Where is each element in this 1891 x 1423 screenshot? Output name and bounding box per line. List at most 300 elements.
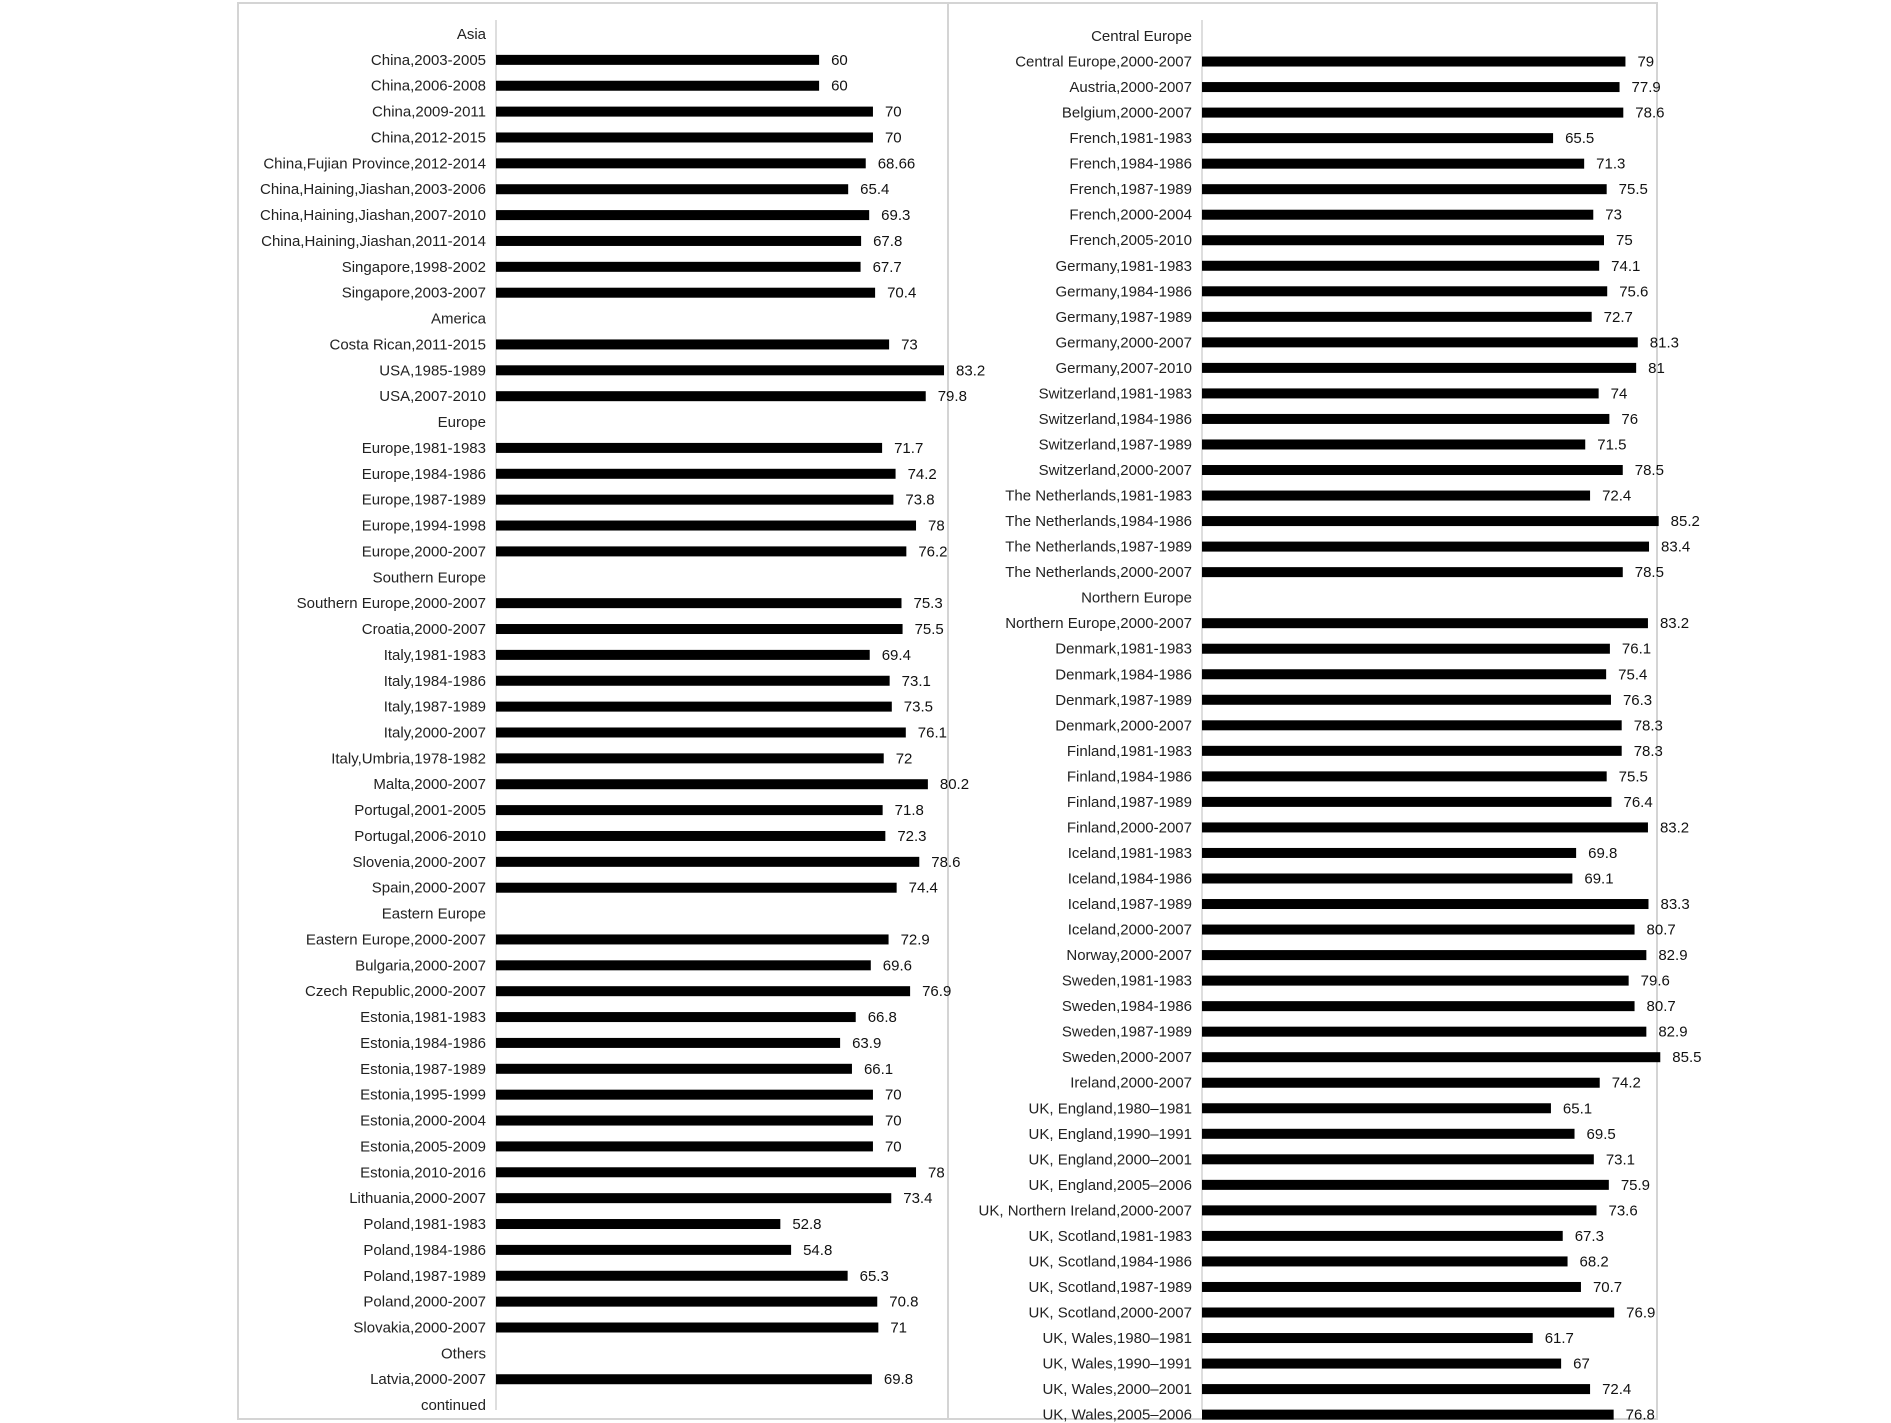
category-label: Germany,1981-1983 (1055, 257, 1192, 275)
bar (496, 1064, 852, 1074)
category-label: Iceland,2000-2007 (1067, 921, 1192, 939)
data-label: 75 (1616, 232, 1633, 250)
bar (1202, 1129, 1575, 1139)
bar (1202, 873, 1572, 883)
data-label: 76.2 (918, 543, 948, 561)
bar (1202, 108, 1623, 118)
category-label: Switzerland,1984-1986 (1038, 410, 1192, 428)
data-label: 75.5 (1618, 181, 1648, 199)
data-label: 78.6 (1635, 104, 1665, 122)
bar (1202, 57, 1625, 67)
data-label: 73 (1605, 206, 1622, 224)
group-label: Asia (456, 26, 486, 43)
group-label: America (430, 310, 486, 328)
bar (1202, 771, 1607, 781)
data-label: 78.3 (1633, 742, 1663, 760)
category-label: Iceland,1987-1989 (1067, 896, 1192, 914)
category-label: The Netherlands,1984-1986 (1005, 513, 1192, 531)
category-label: UK, Wales,1990–1991 (1042, 1355, 1192, 1373)
bar (496, 443, 882, 453)
data-label: 83.2 (956, 362, 986, 380)
bar (1202, 210, 1593, 220)
bar (496, 365, 944, 375)
bar (496, 1323, 878, 1333)
bar (496, 1012, 856, 1022)
bar (1202, 1256, 1568, 1266)
bar (1202, 1231, 1563, 1241)
category-label: China,Haining,Jiashan,2011-2014 (261, 232, 486, 250)
bar (1202, 976, 1629, 986)
category-label: Germany,2007-2010 (1055, 359, 1192, 377)
data-label: 67.3 (1574, 1227, 1604, 1245)
data-label: 71.5 (1597, 436, 1627, 454)
bar (1202, 516, 1659, 526)
category-label: Spain,2000-2007 (371, 879, 486, 897)
category-label: Singapore,2003-2007 (341, 284, 486, 302)
bar (496, 624, 903, 634)
bar (496, 262, 861, 272)
data-label: 70.7 (1592, 1278, 1623, 1296)
data-label: 82.9 (1658, 947, 1688, 965)
data-label: 83.4 (1661, 538, 1691, 556)
data-label: 69.3 (881, 207, 911, 225)
category-label: China,Fujian Province,2012-2014 (263, 155, 486, 173)
group-label: Others (440, 1345, 486, 1363)
category-label: Poland,1984-1986 (363, 1241, 486, 1259)
bar (496, 883, 897, 893)
data-label: 75.4 (1618, 666, 1648, 684)
data-label: 74 (1610, 385, 1628, 403)
bar (496, 1245, 791, 1255)
bar (1202, 1333, 1533, 1343)
bar (496, 702, 892, 712)
category-label: UK, Northern Ireland,2000-2007 (978, 1202, 1192, 1220)
bar (1202, 925, 1635, 935)
category-label: French,2005-2010 (1069, 232, 1192, 250)
bar (496, 676, 890, 686)
data-label: 72 (895, 750, 913, 768)
data-label: 73 (901, 336, 918, 354)
data-label: 75.3 (913, 595, 943, 613)
category-label: Iceland,1981-1983 (1067, 844, 1192, 862)
category-label: Finland,1984-1986 (1066, 768, 1192, 786)
bar (496, 495, 893, 505)
data-label: 67.7 (872, 258, 902, 276)
data-label: 69.4 (881, 646, 911, 664)
bar (1202, 746, 1622, 756)
data-label: 65.1 (1562, 1100, 1593, 1118)
bar (496, 1193, 891, 1203)
bar (496, 546, 906, 556)
bar (496, 184, 848, 194)
data-label: 82.9 (1658, 1023, 1688, 1041)
category-label: UK, England,1990–1991 (1028, 1125, 1192, 1143)
category-label: Estonia,2000-2004 (360, 1112, 486, 1130)
bar (496, 210, 869, 220)
data-label: 83.2 (1659, 615, 1690, 633)
group-label: Northern Europe (1081, 589, 1192, 607)
data-label: 70 (884, 129, 902, 147)
data-label: 69.8 (1588, 844, 1618, 862)
group-label: Eastern Europe (381, 905, 486, 923)
category-label: Central Europe,2000-2007 (1015, 53, 1192, 71)
category-label: Slovenia,2000-2007 (352, 853, 486, 871)
data-label: 78.5 (1634, 564, 1664, 582)
bar (1202, 1154, 1594, 1164)
data-label: 79.8 (937, 388, 967, 406)
bar (496, 857, 919, 867)
data-label: 73.8 (905, 491, 935, 509)
data-label: 80.7 (1646, 998, 1676, 1016)
category-label: French,1981-1983 (1069, 130, 1192, 148)
bar (1202, 618, 1648, 628)
data-label: 70 (884, 1138, 902, 1156)
bar (1202, 465, 1623, 475)
data-label: 66.8 (867, 1009, 897, 1027)
bar (1202, 491, 1590, 501)
data-label: 77.9 (1631, 79, 1661, 97)
bar (1202, 439, 1585, 449)
data-label: 70 (884, 103, 902, 121)
group-label: Europe (437, 414, 486, 432)
category-label: French,1987-1989 (1069, 181, 1192, 199)
category-label: Germany,1984-1986 (1055, 283, 1192, 301)
bar (1202, 261, 1599, 271)
data-label: 68.2 (1579, 1253, 1609, 1271)
category-label: UK, England,2005–2006 (1028, 1176, 1192, 1194)
category-label: French,2000-2004 (1069, 206, 1192, 224)
bar (1202, 797, 1612, 807)
bar (496, 1141, 873, 1151)
data-label: 75.6 (1619, 283, 1649, 301)
data-label: 65.3 (859, 1267, 889, 1285)
data-label: 78.5 (1634, 462, 1664, 480)
bar (1202, 1359, 1561, 1369)
category-label: The Netherlands,1981-1983 (1005, 487, 1192, 505)
bar (1202, 720, 1622, 730)
category-label: Portugal,2001-2005 (354, 802, 486, 820)
bar (1202, 950, 1646, 960)
category-label: China,Haining,Jiashan,2007-2010 (260, 207, 486, 225)
data-label: 85.2 (1670, 513, 1700, 531)
category-label: Switzerland,1981-1983 (1038, 385, 1192, 403)
bar (496, 107, 873, 117)
category-label: Belgium,2000-2007 (1061, 104, 1192, 122)
data-label: 70 (884, 1086, 902, 1104)
bar (1202, 1001, 1635, 1011)
category-label: Northern Europe,2000-2007 (1005, 615, 1192, 633)
chart-panel-1 (260, 20, 985, 1414)
data-label: 69.1 (1584, 870, 1614, 888)
category-label: Poland,2000-2007 (363, 1293, 486, 1311)
bar (496, 81, 819, 91)
bar (1202, 1078, 1600, 1088)
data-label: 73.5 (903, 698, 934, 716)
data-label: 81 (1648, 359, 1665, 377)
data-label: 60 (831, 51, 848, 69)
category-label: Europe,1981-1983 (361, 439, 486, 457)
data-label: 76.9 (922, 983, 952, 1001)
data-label: 78 (928, 517, 945, 535)
bar (1202, 286, 1607, 296)
category-label: Italy,Umbria,1978-1982 (331, 750, 486, 768)
bar (496, 598, 901, 608)
bar (496, 1271, 848, 1281)
category-label: Costa Rican,2011-2015 (329, 336, 486, 354)
category-label: Sweden,2000-2007 (1061, 1049, 1192, 1067)
bar (496, 960, 871, 970)
bar (496, 339, 889, 349)
bar (496, 1374, 872, 1384)
bar (496, 831, 885, 841)
category-label: Estonia,1984-1986 (360, 1034, 486, 1052)
data-label: 69.5 (1586, 1125, 1616, 1143)
category-label: Germany,2000-2007 (1055, 334, 1192, 352)
category-label: Malta,2000-2007 (373, 776, 486, 794)
category-label: China,Haining,Jiashan,2003-2006 (260, 181, 486, 199)
category-label: Estonia,1981-1983 (360, 1009, 486, 1027)
bar (1202, 644, 1610, 654)
category-label: Poland,1981-1983 (363, 1216, 486, 1234)
category-label: Denmark,1987-1989 (1055, 691, 1192, 709)
category-label: Italy,1984-1986 (383, 672, 486, 690)
data-label: 73.1 (901, 672, 931, 690)
data-label: 72.3 (897, 827, 927, 845)
data-label: 73.6 (1608, 1202, 1638, 1220)
category-label: USA,1985-1989 (379, 362, 486, 380)
group-label: Central Europe (1091, 28, 1192, 45)
bar (496, 753, 884, 763)
bar (1202, 567, 1623, 577)
data-label: 69.6 (882, 957, 912, 975)
data-label: 80.2 (939, 776, 970, 794)
category-label: Finland,1981-1983 (1066, 742, 1192, 760)
data-label: 70 (884, 1112, 902, 1130)
category-label: Croatia,2000-2007 (361, 621, 486, 639)
bar (1202, 669, 1606, 679)
category-label: Denmark,1984-1986 (1055, 666, 1192, 684)
category-label: Slovakia,2000-2007 (353, 1319, 486, 1337)
category-label: Italy,2000-2007 (383, 724, 486, 742)
category-label: Estonia,1987-1989 (360, 1060, 486, 1078)
category-label: Switzerland,1987-1989 (1038, 436, 1192, 454)
bar (1202, 133, 1553, 143)
data-label: 76.3 (1622, 691, 1653, 709)
bar (1202, 235, 1604, 245)
data-label: 71.8 (894, 802, 924, 820)
group-label: continued (420, 1397, 486, 1415)
data-label: 75.5 (914, 621, 944, 639)
category-label: Southern Europe,2000-2007 (296, 595, 486, 613)
data-label: 76 (1621, 410, 1639, 428)
data-label: 67.8 (873, 232, 903, 250)
bar (496, 779, 928, 789)
bar (1202, 1205, 1596, 1215)
category-label: Estonia,2010-2016 (360, 1164, 486, 1182)
chart-panel-2 (979, 20, 1702, 1423)
bar (1202, 184, 1607, 194)
bar (1202, 848, 1576, 858)
data-label: 74.2 (1611, 1074, 1641, 1092)
bar (496, 986, 910, 996)
category-label: Poland,1987-1989 (363, 1267, 486, 1285)
data-label: 70.8 (889, 1293, 919, 1311)
data-label: 78.3 (1633, 717, 1663, 735)
data-label: 78.6 (931, 853, 961, 871)
data-label: 76.8 (1625, 1406, 1655, 1423)
category-label: Iceland,1984-1986 (1067, 870, 1192, 888)
category-label: Italy,1987-1989 (383, 698, 486, 716)
bar (496, 727, 906, 737)
data-label: 74.1 (1611, 257, 1641, 275)
data-label: 75.5 (1618, 768, 1648, 786)
category-label: Estonia,1995-1999 (360, 1086, 486, 1104)
category-label: Portugal,2006-2010 (354, 827, 486, 845)
bar (1202, 159, 1584, 169)
bar (496, 1219, 780, 1229)
bar (496, 236, 861, 246)
category-label: Austria,2000-2007 (1069, 79, 1192, 97)
data-label: 60 (831, 77, 848, 95)
category-label: UK, Wales,2000–2001 (1042, 1381, 1192, 1399)
category-label: USA,2007-2010 (379, 388, 486, 406)
bar (1202, 414, 1609, 424)
category-label: Finland,2000-2007 (1066, 819, 1192, 837)
data-label: 71 (890, 1319, 908, 1337)
data-label: 74.2 (907, 465, 937, 483)
category-label: Estonia,2005-2009 (360, 1138, 486, 1156)
category-label: UK, Wales,2005–2006 (1042, 1406, 1192, 1423)
data-label: 76.1 (917, 724, 948, 742)
bar (1202, 312, 1592, 322)
category-label: Sweden,1981-1983 (1061, 972, 1192, 990)
group-label: Southern Europe (372, 569, 486, 587)
category-label: French,1984-1986 (1069, 155, 1192, 173)
bar (496, 650, 870, 660)
category-label: Sweden,1984-1986 (1061, 998, 1192, 1016)
category-label: Europe,1994-1998 (361, 517, 486, 535)
category-label: UK, England,1980–1981 (1028, 1100, 1192, 1118)
data-label: 72.4 (1602, 487, 1632, 505)
bar (496, 805, 883, 815)
category-label: Germany,1987-1989 (1055, 308, 1192, 326)
data-label: 81.3 (1649, 334, 1679, 352)
category-label: Sweden,1987-1989 (1061, 1023, 1192, 1041)
bar (1202, 388, 1599, 398)
category-label: Czech Republic,2000-2007 (305, 983, 486, 1001)
bar (1202, 899, 1648, 909)
category-label: China,2009-2011 (372, 103, 486, 121)
data-label: 65.5 (1565, 130, 1595, 148)
category-label: Lithuania,2000-2007 (349, 1190, 486, 1208)
bar (496, 469, 896, 479)
bar (1202, 695, 1611, 705)
data-label: 83.3 (1660, 896, 1690, 914)
data-label: 80.7 (1646, 921, 1676, 939)
category-label: China,2003-2005 (370, 51, 486, 69)
bar (496, 1038, 840, 1048)
data-label: 74.4 (908, 879, 938, 897)
category-label: Eastern Europe,2000-2007 (305, 931, 486, 949)
data-label: 67 (1573, 1355, 1590, 1373)
bar (496, 1167, 916, 1177)
data-label: 73.4 (903, 1190, 933, 1208)
category-label: Europe,1984-1986 (361, 465, 486, 483)
data-label: 85.5 (1672, 1049, 1702, 1067)
category-label: UK, Scotland,1984-1986 (1028, 1253, 1192, 1271)
data-label: 68.66 (877, 155, 916, 173)
bar (1202, 822, 1648, 832)
bar (1202, 1052, 1660, 1062)
bar (1202, 1103, 1551, 1113)
bar (1202, 1384, 1590, 1394)
data-label: 66.1 (863, 1060, 894, 1078)
data-label: 78 (928, 1164, 945, 1182)
bar (496, 55, 819, 65)
bar (496, 132, 873, 142)
data-label: 52.8 (792, 1216, 822, 1234)
bar (1202, 542, 1649, 552)
data-label: 79 (1637, 53, 1655, 71)
category-label: Europe,2000-2007 (361, 543, 486, 561)
category-label: Norway,2000-2007 (1066, 947, 1192, 965)
category-label: Bulgaria,2000-2007 (355, 957, 486, 975)
category-label: UK, England,2000–2001 (1028, 1151, 1192, 1169)
category-label: UK, Scotland,1987-1989 (1028, 1278, 1192, 1296)
category-label: Denmark,2000-2007 (1055, 717, 1192, 735)
bar (496, 1297, 877, 1307)
data-label: 71.3 (1596, 155, 1626, 173)
category-label: Italy,1981-1983 (383, 646, 486, 664)
bar (496, 1116, 873, 1126)
bar (496, 158, 866, 168)
data-label: 76.1 (1621, 640, 1652, 658)
bar (1202, 337, 1638, 347)
category-label: The Netherlands,2000-2007 (1005, 564, 1192, 582)
category-label: Denmark,1981-1983 (1055, 640, 1192, 658)
category-label: UK, Scotland,2000-2007 (1028, 1304, 1192, 1322)
category-label: Switzerland,2000-2007 (1038, 462, 1192, 480)
data-label: 76.4 (1623, 793, 1653, 811)
category-label: China,2012-2015 (370, 129, 486, 147)
bar (496, 391, 926, 401)
data-label: 70.4 (887, 284, 917, 302)
data-label: 83.2 (1659, 819, 1690, 837)
data-label: 71.7 (894, 439, 924, 457)
bar (496, 934, 889, 944)
data-label: 76.9 (1626, 1304, 1656, 1322)
category-label: Singapore,1998-2002 (341, 258, 486, 276)
data-label: 72.9 (900, 931, 930, 949)
category-label: UK, Wales,1980–1981 (1042, 1330, 1192, 1348)
category-label: UK, Scotland,1981-1983 (1028, 1227, 1192, 1245)
bar (1202, 1027, 1646, 1037)
bar (1202, 1282, 1581, 1292)
category-label: Latvia,2000-2007 (370, 1371, 486, 1389)
bar (496, 288, 875, 298)
data-label: 75.9 (1620, 1176, 1651, 1194)
data-label: 69.8 (883, 1371, 914, 1389)
bar (1202, 1180, 1609, 1190)
data-label: 65.4 (860, 181, 890, 199)
bar (496, 521, 916, 531)
bar (496, 1090, 873, 1100)
data-label: 63.9 (852, 1034, 882, 1052)
category-label: Europe,1987-1989 (361, 491, 486, 509)
bar (1202, 363, 1636, 373)
data-label: 61.7 (1544, 1330, 1574, 1348)
category-label: Finland,1987-1989 (1066, 793, 1192, 811)
